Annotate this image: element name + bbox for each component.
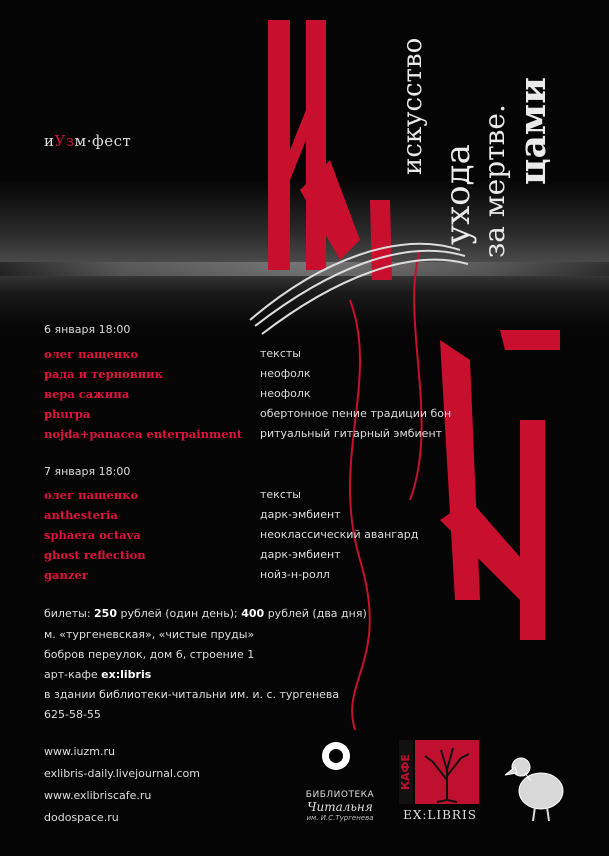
genre: дарк-эмбиент	[260, 548, 341, 561]
cafe-logo-name: EX:LIBRIS	[403, 808, 477, 822]
cafe-logo	[399, 740, 481, 826]
festival-brand: иУзм·фест	[44, 132, 132, 150]
red-stroke-2	[306, 20, 326, 270]
link-exlibris-daily[interactable]: exlibris-daily.livejournal.com	[44, 767, 200, 780]
red-stroke-8	[520, 420, 545, 640]
dodo-bird-icon	[505, 745, 575, 825]
day2-row-2	[44, 508, 464, 524]
library-logo-line-1: БИБЛИОТЕКА	[305, 790, 375, 800]
link-dodospace[interactable]: dodospace.ru	[44, 811, 119, 824]
artist-name: олег пащенко	[44, 347, 139, 361]
day1-row-5	[44, 427, 464, 443]
white-arc-3	[262, 260, 468, 334]
artist-name: вера сажина	[44, 387, 130, 401]
title-line-4: цами	[512, 77, 554, 185]
genre: нойз-н-ролл	[260, 568, 330, 581]
day2-row-1	[44, 488, 464, 504]
metro-info: м. «тургеневская», «чистые пруды»	[44, 628, 255, 641]
red-stroke-7	[500, 330, 560, 350]
genre: обертонное пение традиции бон	[260, 407, 452, 420]
day2-date: 7 января 18:00	[44, 465, 131, 478]
day1-row-4	[44, 407, 464, 423]
artist-name: sphaera octava	[44, 528, 141, 542]
tree-icon	[415, 740, 479, 804]
genre: неофолк	[260, 367, 311, 380]
phone-info: 625-58-55	[44, 708, 101, 721]
library-logo-line-3: им. И.С.Тургенева	[306, 814, 374, 822]
building-info: в здании библиотеки-читальни им. и. с. тургенева	[44, 688, 340, 701]
artist-name: ghost reflection	[44, 548, 146, 562]
title-line-2: ухода	[438, 144, 478, 245]
day1-row-2	[44, 367, 464, 383]
day2-row-4	[44, 548, 464, 564]
day2-row-5	[44, 568, 464, 584]
artist-name: ganzer	[44, 568, 88, 582]
day1-row-3	[44, 387, 464, 403]
link-exlibriscafe[interactable]: www.exlibriscafe.ru	[44, 789, 152, 802]
day2-row-3	[44, 528, 464, 544]
title-line-3: за мертве.	[478, 104, 511, 258]
day1-date: 6 января 18:00	[44, 323, 131, 336]
library-logo	[290, 790, 390, 822]
artist-name: anthesteria	[44, 508, 118, 522]
cafe-logo-side: КАФЕ	[399, 740, 413, 804]
red-stroke-1	[268, 20, 290, 270]
genre: ритуальный гитарный эмбиент	[260, 427, 443, 440]
genre: неофолк	[260, 387, 311, 400]
genre: тексты	[260, 347, 301, 360]
artist-name: олег пащенко	[44, 488, 139, 502]
artist-name: phurpa	[44, 407, 91, 421]
genre: дарк-эмбиент	[260, 508, 341, 521]
address-info: бобров переулок, дом 6, строение 1	[44, 648, 255, 661]
title-line-1: искусство	[398, 37, 428, 175]
genre: тексты	[260, 488, 301, 501]
artist-name: рада и терновник	[44, 367, 163, 381]
library-logo-line-2: Читальня	[307, 800, 373, 814]
genre: неоклассический авангард	[260, 528, 419, 541]
link-iuzm[interactable]: www.iuzm.ru	[44, 745, 115, 758]
venue-info: арт-кафе ex:libris	[44, 668, 152, 681]
red-stroke-3	[290, 110, 306, 180]
day1-row-1	[44, 347, 464, 363]
artist-name: nojda+panacea enterpainment	[44, 427, 243, 441]
tickets-info: билеты: 250 рублей (один день); 400 рублей (два дня)	[44, 607, 367, 620]
